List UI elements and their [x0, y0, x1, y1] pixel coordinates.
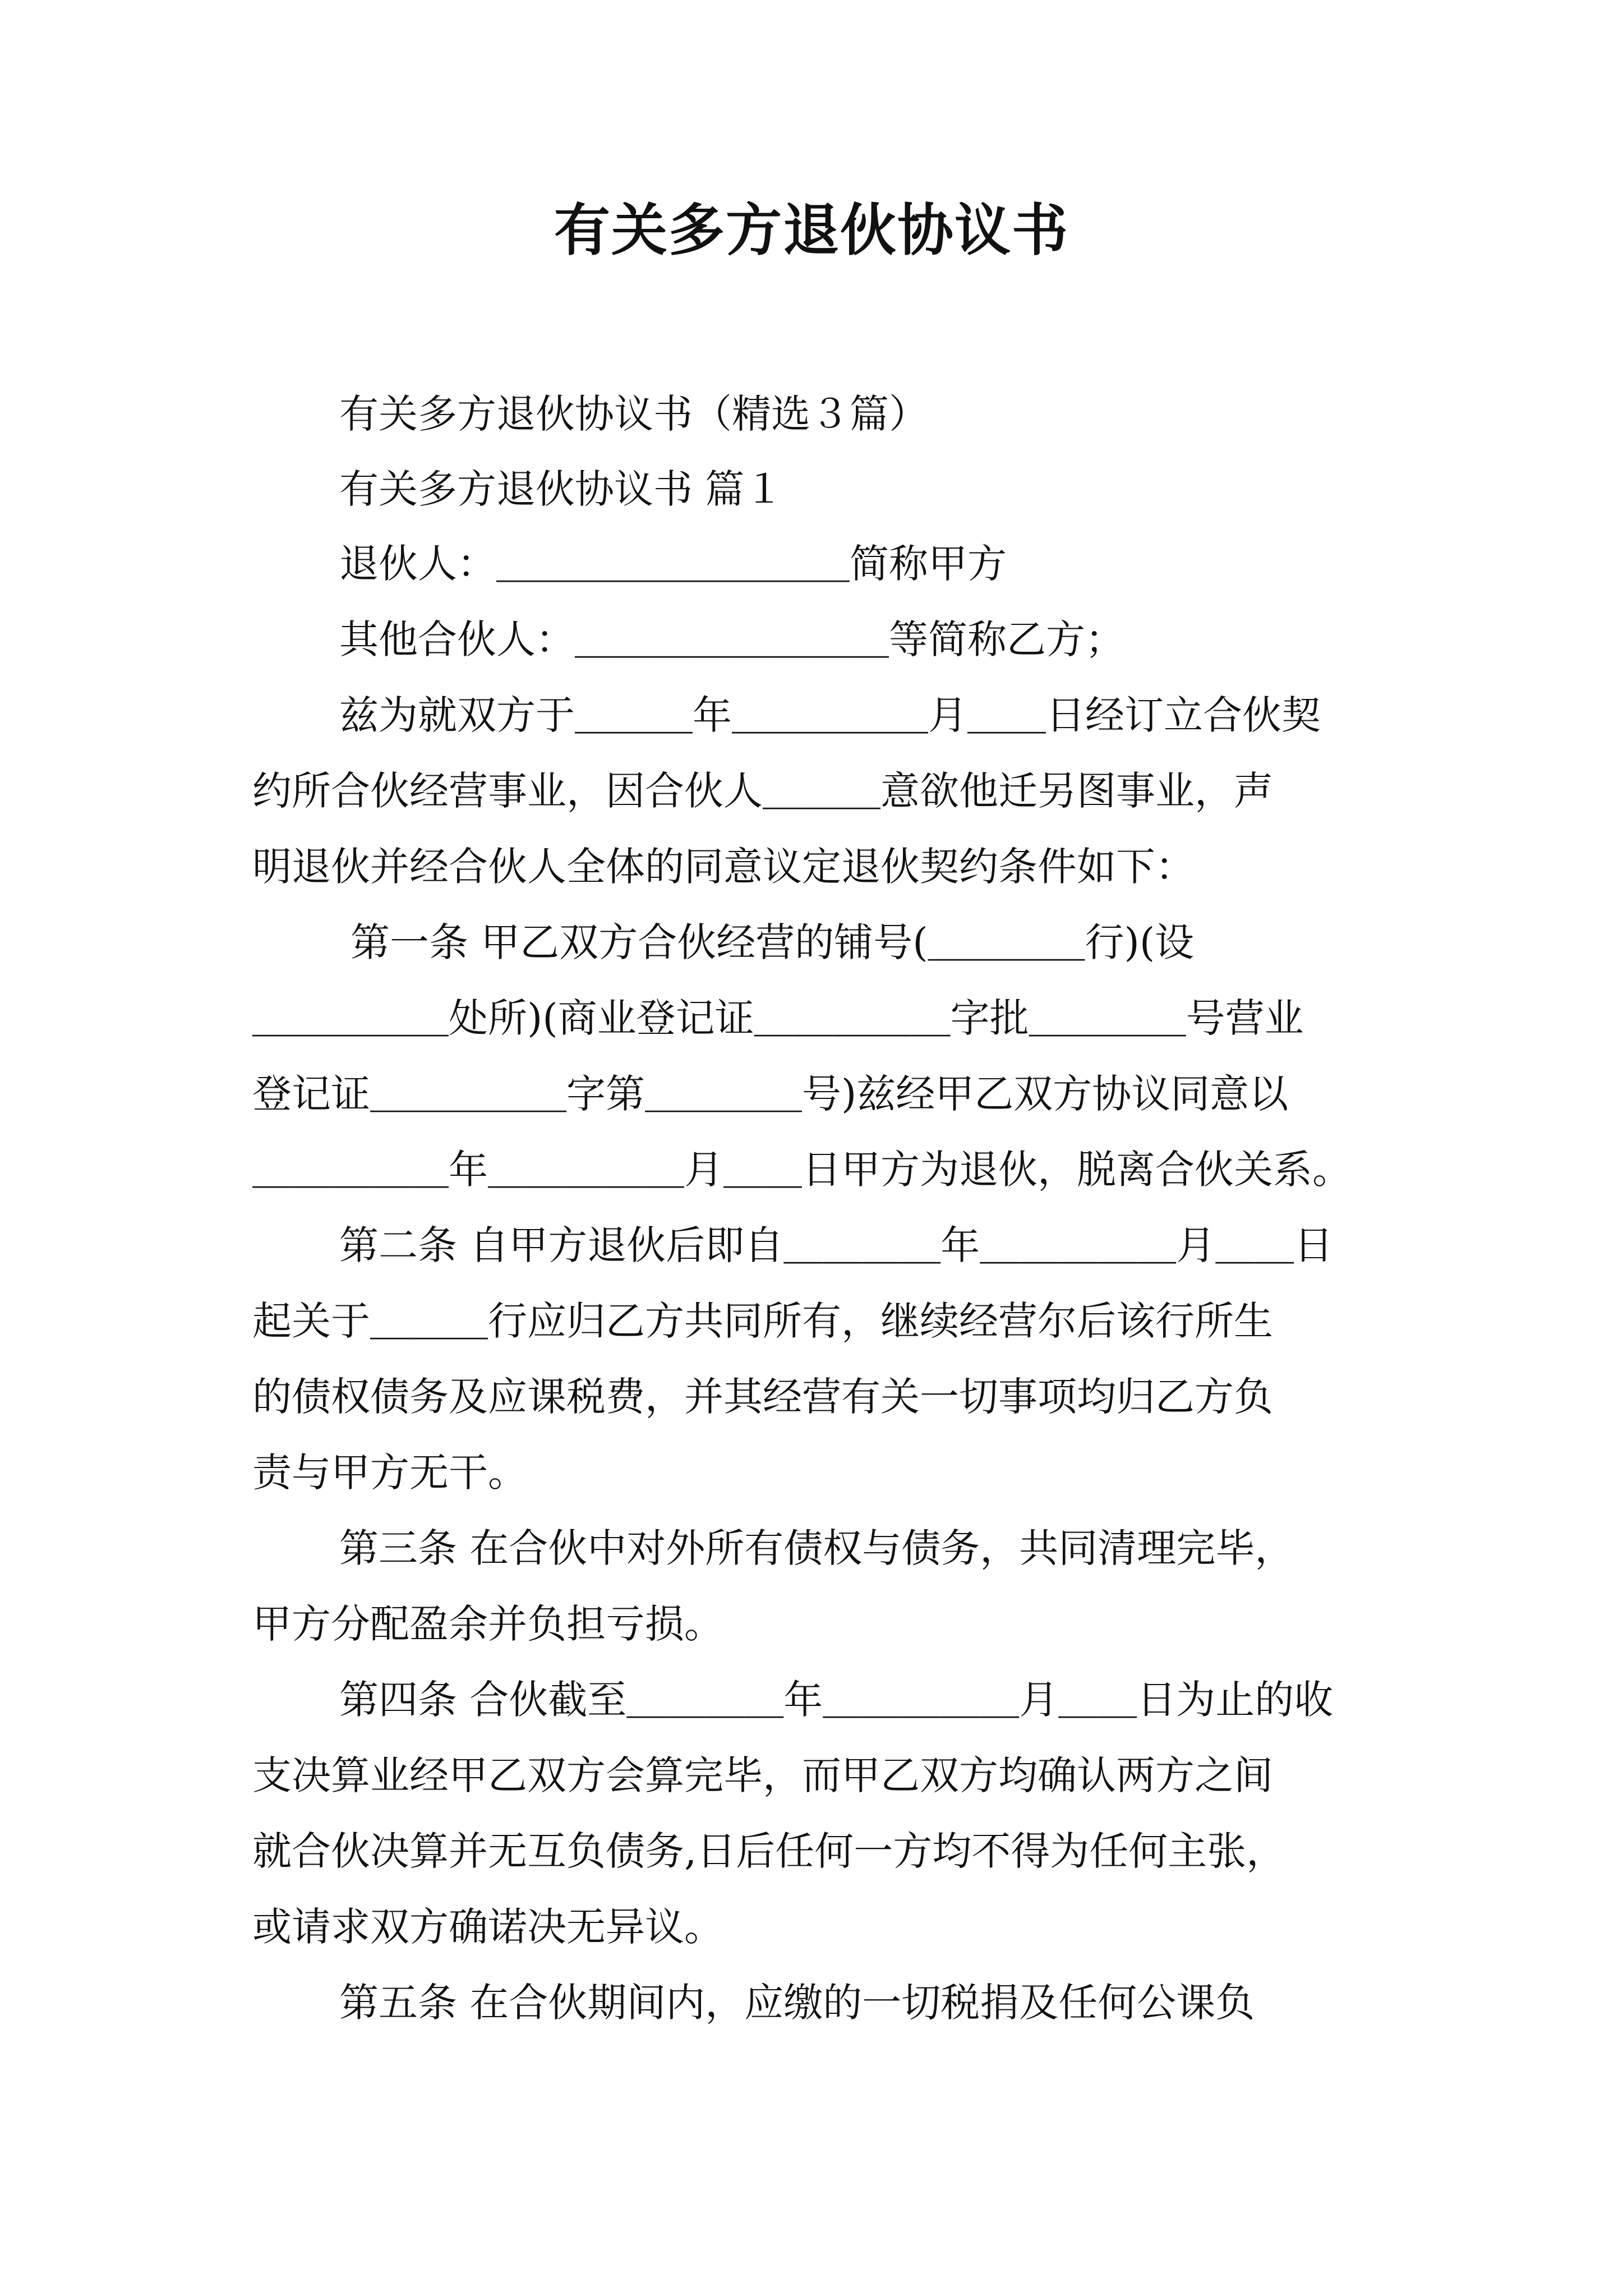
paragraph-line: 兹为就双方于＿＿＿年＿＿＿＿＿月＿＿日经订立合伙契	[339, 692, 1321, 738]
paragraph-line: 明退伙并经合伙人全体的同意议定退伙契约条件如下：	[252, 844, 1195, 890]
paragraph-line: ＿＿＿＿＿年＿＿＿＿＿月＿＿日甲方为退伙，脱离合伙关系。	[252, 1147, 1352, 1193]
paragraph-line: 有关多方退伙协议书（精选３篇）	[339, 391, 928, 437]
paragraph-line: 的债权债务及应课税费，并其经营有关一切事项均归乙方负	[252, 1374, 1273, 1420]
paragraph-line: 约所合伙经营事业，因合伙人＿＿＿意欲他迁另图事业，声	[252, 768, 1273, 814]
paragraph-line: 第四条 合伙截至＿＿＿＿年＿＿＿＿＿月＿＿日为止的收	[339, 1677, 1334, 1723]
paragraph-line: 第三条 在合伙中对外所有债权与债务，共同清理完毕，	[339, 1525, 1294, 1571]
paragraph-line: 第五条 在合伙期间内，应缴的一切税捐及任何公课负	[339, 1980, 1255, 2026]
paragraph-line: 第二条 自甲方退伙后即自＿＿＿＿年＿＿＿＿＿月＿＿日	[339, 1222, 1334, 1268]
paragraph-line: 就合伙决算并无互负债务,日后任何一方均不得为任何主张，	[252, 1828, 1286, 1874]
paragraph-line: 退伙人：＿＿＿＿＿＿＿＿＿简称甲方	[339, 541, 1007, 587]
paragraph-line: 责与甲方无干。	[252, 1450, 527, 1496]
paragraph-line: 起关于＿＿＿行应归乙方共同所有，继续经营尔后该行所生	[252, 1298, 1273, 1344]
paragraph-line: 其他合伙人：＿＿＿＿＿＿＿＿等简称乙方；	[339, 616, 1124, 662]
paragraph-line: 甲方分配盈余并负担亏损。	[252, 1601, 723, 1647]
paragraph-line: 有关多方退伙协议书 篇１	[339, 466, 784, 512]
paragraph-line: 登记证＿＿＿＿＿字第＿＿＿＿号)兹经甲乙双方协议同意以	[252, 1071, 1289, 1117]
paragraph-line: 第一条 甲乙双方合伙经营的铺号(＿＿＿＿行)(设	[351, 919, 1195, 965]
paragraph-line: 或请求双方确诺决无异议。	[252, 1904, 723, 1950]
paragraph-line: ＿＿＿＿＿处所)(商业登记证＿＿＿＿＿字批＿＿＿＿号营业	[252, 995, 1304, 1041]
paragraph-line: 支决算业经甲乙双方会算完毕，而甲乙双方均确认两方之间	[252, 1752, 1273, 1798]
document-title: 有关多方退伙协议书	[554, 197, 1069, 263]
